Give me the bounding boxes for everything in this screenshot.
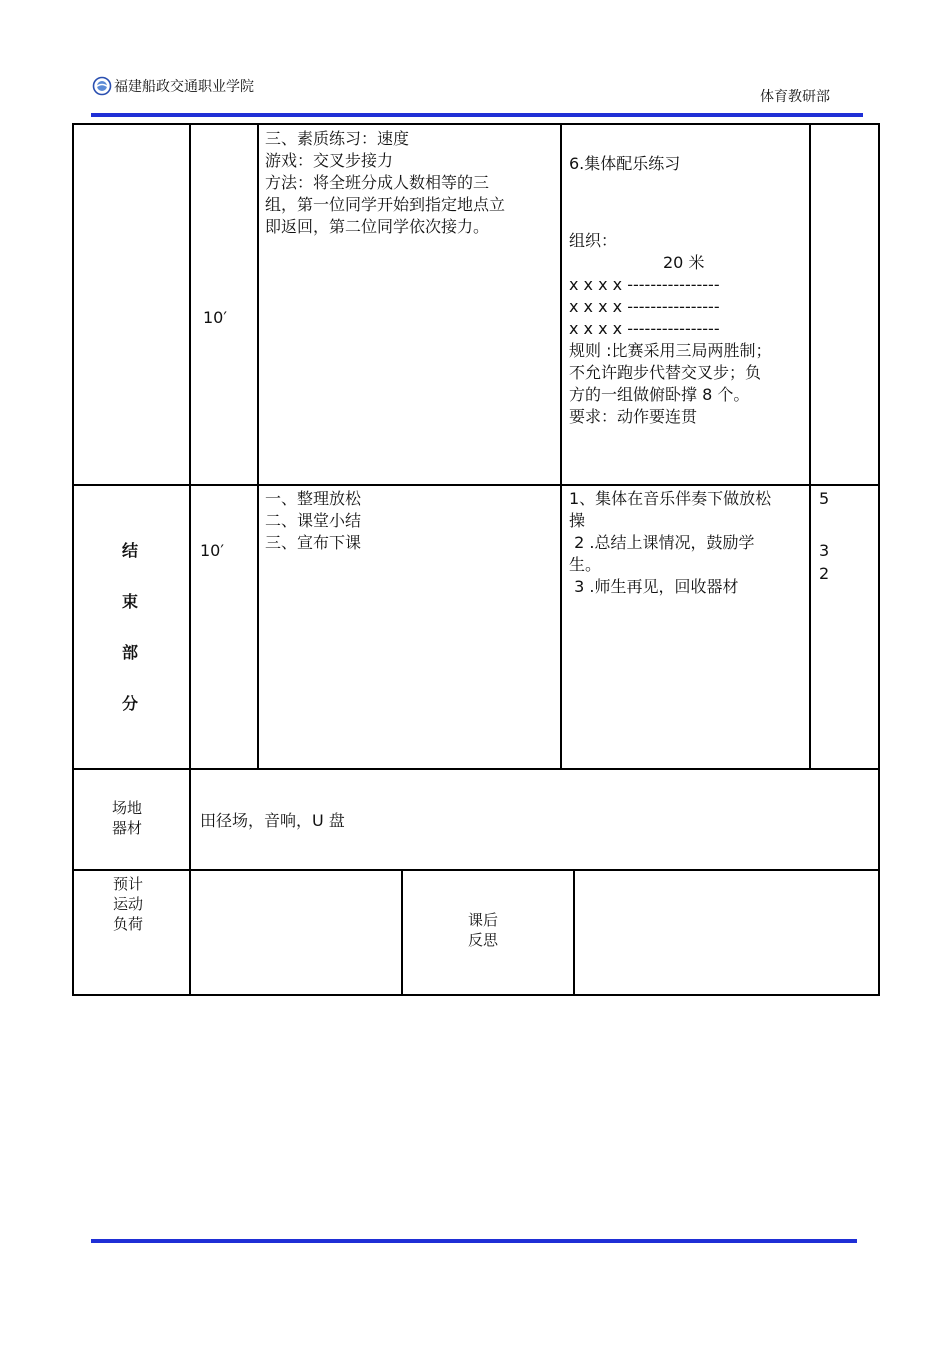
content-line: 即返回，第二位同学依次接力。 xyxy=(265,217,490,236)
row2-organization xyxy=(569,488,807,598)
table-border-top xyxy=(72,123,880,125)
row-divider xyxy=(72,484,880,486)
org-line: 生。 xyxy=(569,555,602,574)
col-divider xyxy=(401,869,403,995)
table-border-right xyxy=(878,123,880,995)
org-label: 组织： xyxy=(569,231,618,250)
col-divider xyxy=(809,123,811,769)
venue-label-line: 场地 xyxy=(112,799,143,817)
row2-content xyxy=(265,488,557,554)
row1-organization xyxy=(569,153,807,175)
col-divider xyxy=(257,123,259,769)
org-name: 福建船政交通职业学院 xyxy=(114,79,254,95)
content-line: 方法：将全班分成人数相等的三 xyxy=(265,173,490,192)
row2-time: 10′ xyxy=(200,541,224,560)
rules-line: 方的一组做俯卧撑 8 个。 xyxy=(569,385,750,404)
dept-name: 体育教研部 xyxy=(760,89,830,105)
col-divider xyxy=(189,123,191,995)
org-line: 操 xyxy=(569,511,586,530)
section-char: 结 xyxy=(122,541,139,560)
table-border-bottom xyxy=(72,994,880,996)
row-divider xyxy=(72,768,880,770)
load-label-line: 预计 xyxy=(113,875,144,893)
content-line: 二、课堂小结 xyxy=(265,511,362,530)
formation-line: x x x x ---------------- xyxy=(569,297,720,316)
reflection-label xyxy=(468,910,518,950)
rules-line: 不允许跑步代替交叉步；负 xyxy=(569,363,762,382)
content-line: 三、宣布下课 xyxy=(265,533,362,552)
header-rule xyxy=(91,113,863,117)
table-border-left xyxy=(72,123,74,995)
formation-line: x x x x ---------------- xyxy=(569,275,720,294)
col-divider xyxy=(560,123,562,769)
venue-label-line: 器材 xyxy=(112,819,143,837)
content-line: 游戏：交叉步接力 xyxy=(265,151,394,170)
formation-line: x x x x ---------------- xyxy=(569,319,720,338)
count-value: 3 xyxy=(819,541,830,560)
load-label xyxy=(113,874,163,934)
count-value: 2 xyxy=(819,564,830,583)
section-char: 部 xyxy=(122,643,139,662)
load-label-line: 负荷 xyxy=(113,915,144,933)
org-line: 1、集体在音乐伴奏下做放松 xyxy=(569,489,772,508)
footer-rule xyxy=(91,1239,857,1243)
load-label-line: 运动 xyxy=(113,895,144,913)
row1-content xyxy=(265,128,557,238)
venue-value: 田径场，音响，U 盘 xyxy=(200,811,345,830)
college-logo-icon xyxy=(92,76,112,96)
content-line: 三、素质练习：速度 xyxy=(265,129,410,148)
reflection-label-line: 反思 xyxy=(468,931,499,949)
content-line: 一、整理放松 xyxy=(265,489,362,508)
row1-time: 10′ xyxy=(203,308,227,327)
distance-label: 20 米 xyxy=(663,253,705,272)
content-line: 组，第一位同学开始到指定地点立 xyxy=(265,195,506,214)
org-title: 6.集体配乐练习 xyxy=(569,154,681,173)
reflection-label-line: 课后 xyxy=(468,911,499,929)
org-line: 3 .师生再见，回收器材 xyxy=(569,577,739,596)
section-char: 分 xyxy=(122,694,139,713)
rules-line: 规则 :比赛采用三局两胜制； xyxy=(569,341,772,360)
header-org xyxy=(92,76,254,96)
section-char: 束 xyxy=(122,592,139,611)
count-value: 5 xyxy=(819,489,830,508)
row1-formation xyxy=(569,230,807,428)
row-divider xyxy=(72,869,880,871)
org-line: 2 .总结上课情况，鼓励学 xyxy=(569,533,755,552)
col-divider xyxy=(573,869,575,995)
rules-line: 要求：动作要连贯 xyxy=(569,407,698,426)
venue-label xyxy=(112,798,162,838)
